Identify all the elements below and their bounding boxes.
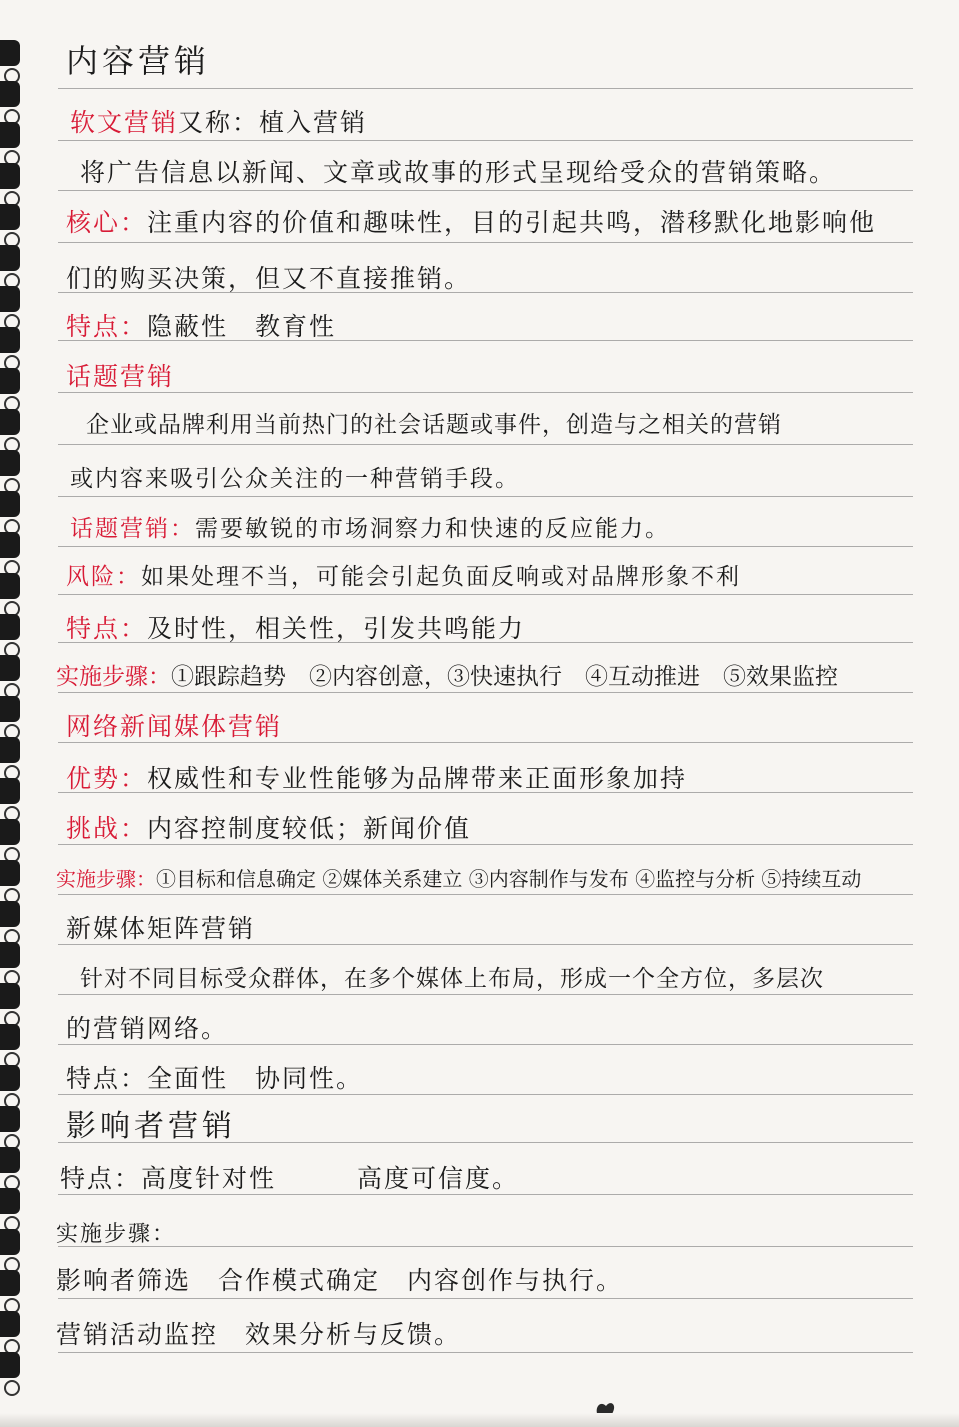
binding-ring xyxy=(0,983,20,1009)
binding-ring xyxy=(0,901,20,927)
binding-ring xyxy=(0,1188,20,1214)
binding-ring xyxy=(0,40,20,66)
news-media-challenge-text: 内容控制度较低；新闻价值 xyxy=(147,814,472,843)
binding-ring xyxy=(0,573,20,599)
binding-ring xyxy=(0,1270,20,1296)
binding-ring xyxy=(0,655,20,681)
matrix-features-text: 全面性 协同性。 xyxy=(147,1064,364,1093)
binding-ring xyxy=(0,1311,20,1337)
soft-article-features-line xyxy=(66,310,336,344)
topic-core-label: 话题营销： xyxy=(70,516,195,542)
binding-ring xyxy=(0,1024,20,1050)
binding-ring xyxy=(0,819,20,845)
binding-ring xyxy=(0,163,20,189)
rule-line xyxy=(58,88,913,89)
rule-line xyxy=(58,1298,913,1299)
rule-line xyxy=(58,140,913,141)
topic-risk-line xyxy=(66,560,741,594)
topic-definition-2: 或内容来吸引公众关注的一种营销手段。 xyxy=(70,466,520,492)
binding-ring xyxy=(0,491,20,517)
topic-steps-label: 实施步骤： xyxy=(56,664,171,690)
binding-ring xyxy=(0,81,20,107)
topic-steps-line xyxy=(56,660,838,694)
rule-line xyxy=(58,496,913,497)
influencer-steps-line-2: 营销活动监控 效果分析与反馈。 xyxy=(56,1320,462,1349)
rule-line xyxy=(58,546,913,547)
binding-ring xyxy=(0,450,20,476)
influencer-features-text: 高度针对性 高度可信度。 xyxy=(141,1164,520,1193)
influencer-features-line xyxy=(60,1162,519,1196)
matrix-definition-2: 的营销网络。 xyxy=(66,1014,229,1043)
binding-ring xyxy=(0,327,20,353)
soft-article-features-label: 特点： xyxy=(66,312,148,341)
binding-hole xyxy=(4,1380,20,1396)
binding-ring xyxy=(0,778,20,804)
influencer-heading: 影响者营销 xyxy=(66,1109,236,1144)
matrix-features-line xyxy=(66,1062,363,1096)
rule-line xyxy=(58,594,913,595)
topic-core-line xyxy=(70,512,670,546)
binding-ring xyxy=(0,614,20,640)
binding-ring xyxy=(0,1147,20,1173)
rule-line xyxy=(58,190,913,191)
binding-ring xyxy=(0,1352,20,1378)
rule-line xyxy=(58,1352,913,1353)
topic-core-text: 需要敏锐的市场洞察力和快速的反应能力。 xyxy=(195,516,670,542)
soft-article-heading-line xyxy=(70,106,367,140)
soft-article-core-text-1: 注重内容的价值和趣味性，目的引起共鸣，潜移默化地影响他 xyxy=(147,208,877,237)
binding-ring xyxy=(0,204,20,230)
matrix-features-label: 特点： xyxy=(66,1064,148,1093)
topic-risk-text: 如果处理不当，可能会引起负面反响或对品牌形象不利 xyxy=(141,564,741,590)
binding-ring xyxy=(0,1106,20,1132)
news-media-heading: 网络新闻媒体营销 xyxy=(66,712,283,741)
topic-definition-1: 企业或品牌利用当前热门的社会话题或事件，创造与之相关的营销 xyxy=(86,412,782,438)
rule-line xyxy=(58,444,913,445)
topic-heading: 话题营销 xyxy=(66,362,175,391)
news-media-advantage-label: 优势： xyxy=(66,764,148,793)
news-media-challenge-label: 挑战： xyxy=(66,814,148,843)
soft-article-core-label: 核心： xyxy=(66,208,148,237)
soft-article-heading-suffix: 又称：植入营销 xyxy=(178,108,368,137)
page-title: 内容营销 xyxy=(66,42,211,80)
binding-ring xyxy=(0,1229,20,1255)
matrix-heading: 新媒体矩阵营销 xyxy=(66,914,256,943)
influencer-features-label: 特点： xyxy=(60,1164,142,1193)
topic-features-text: 及时性，相关性，引发共鸣能力 xyxy=(147,614,526,643)
rule-line xyxy=(58,1246,913,1247)
news-media-steps-line xyxy=(56,862,861,896)
matrix-definition-1: 针对不同目标受众群体，在多个媒体上布局，形成一个全方位，多层次 xyxy=(80,966,824,992)
binding-ring xyxy=(0,696,20,722)
topic-features-line xyxy=(66,612,525,646)
binding-ring xyxy=(0,860,20,886)
news-media-advantage-text: 权威性和专业性能够为品牌带来正面形象加持 xyxy=(147,764,688,793)
influencer-steps-line-1: 影响者筛选 合作模式确定 内容创作与执行。 xyxy=(56,1266,624,1295)
news-media-steps-text: ①目标和信息确定 ②媒体关系建立 ③内容制作与发布 ④监控与分析 ⑤持续互动 xyxy=(156,867,862,891)
binding-ring xyxy=(0,368,20,394)
topic-risk-label: 风险： xyxy=(66,564,141,590)
soft-article-heading: 软文营销 xyxy=(70,108,179,137)
page-bottom-edge xyxy=(0,1413,959,1427)
binding-ring xyxy=(0,942,20,968)
topic-steps-text: ①跟踪趋势 ②内容创意，③快速执行 ④互动推进 ⑤效果监控 xyxy=(171,664,838,690)
rule-line xyxy=(58,242,913,243)
rule-line xyxy=(58,392,913,393)
topic-features-label: 特点： xyxy=(66,614,148,643)
soft-article-core-text-2: 们的购买决策，但又不直接推销。 xyxy=(66,264,472,293)
binding-ring xyxy=(0,409,20,435)
binding-ring xyxy=(0,122,20,148)
soft-article-definition: 将广告信息以新闻、文章或故事的形式呈现给受众的营销策略。 xyxy=(80,158,837,187)
binding-ring xyxy=(0,1065,20,1091)
binding-ring xyxy=(0,245,20,271)
binding-ring xyxy=(0,286,20,312)
news-media-advantage-line xyxy=(66,762,687,796)
soft-article-core-line xyxy=(66,206,876,240)
spiral-binding-icon xyxy=(0,40,22,1390)
news-media-challenge-line xyxy=(66,812,471,846)
news-media-steps-label: 实施步骤： xyxy=(56,867,156,891)
influencer-steps-label: 实施步骤： xyxy=(56,1222,177,1247)
binding-ring xyxy=(0,532,20,558)
soft-article-features-text: 隐蔽性 教育性 xyxy=(147,312,337,341)
binding-ring xyxy=(0,737,20,763)
